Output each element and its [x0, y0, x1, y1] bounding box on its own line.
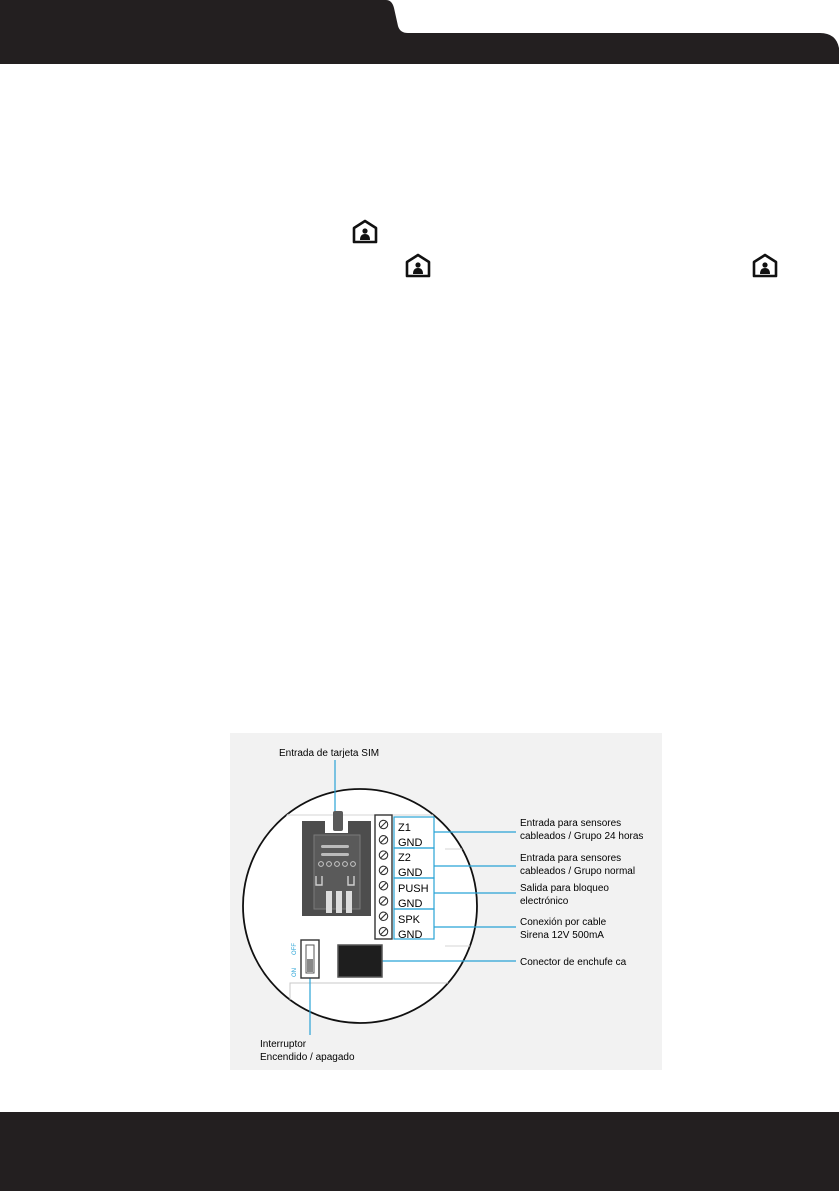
terminal-screw — [379, 912, 387, 920]
terminal-label-push: PUSH — [398, 883, 429, 895]
power-switch — [301, 940, 319, 978]
terminal-screw — [379, 897, 387, 905]
switch-off-mark: OFF — [292, 943, 298, 955]
dc-jack — [338, 945, 382, 977]
terminal-label-z1: Z1 — [398, 822, 411, 834]
switch-label-line1: Interruptor — [260, 1039, 307, 1050]
terminal-label-spk: SPK — [398, 914, 421, 926]
callout-spk-line1: Conexión por cable — [520, 917, 607, 928]
terminal-label-gnd-4: GND — [398, 929, 423, 941]
house-person-icon — [752, 253, 778, 279]
terminal-screw — [379, 820, 387, 828]
terminal-screw — [379, 882, 387, 890]
terminal-label-z2: Z2 — [398, 852, 411, 864]
terminal-screw — [379, 851, 387, 859]
switch-label-line2: Encendido / apagado — [260, 1052, 355, 1063]
callout-z1-line1: Entrada para sensores — [520, 818, 622, 829]
callout-z2-line2: cableados / Grupo normal — [520, 866, 636, 877]
callout-push-line2: electrónico — [520, 896, 569, 907]
callout-z1-line2: cableados / Grupo 24 horas — [520, 831, 644, 842]
callout-push-line1: Salida para bloqueo — [520, 883, 609, 894]
callout-z2-line1: Entrada para sensores — [520, 853, 622, 864]
sim-card-slot — [302, 811, 371, 916]
terminal-screw — [379, 866, 387, 874]
switch-on-mark: ON — [292, 968, 298, 977]
house-person-icon — [352, 219, 378, 245]
house-person-icon — [405, 253, 431, 279]
header-shape — [0, 0, 839, 64]
dc-jack-label: Conector de enchufe ca — [520, 957, 627, 968]
terminal-screw — [379, 836, 387, 844]
wiring-diagram — [230, 733, 662, 1070]
header-bar — [0, 0, 839, 64]
terminal-label-gnd-1: GND — [398, 837, 423, 849]
footer-bar — [0, 1112, 839, 1191]
sim-label: Entrada de tarjeta SIM — [279, 748, 380, 759]
terminal-label-gnd-3: GND — [398, 898, 423, 910]
callout-spk-line2: Sirena 12V 500mA — [520, 930, 604, 941]
terminal-label-gnd-2: GND — [398, 867, 423, 879]
terminal-block — [375, 815, 392, 939]
terminal-screw — [379, 927, 387, 935]
